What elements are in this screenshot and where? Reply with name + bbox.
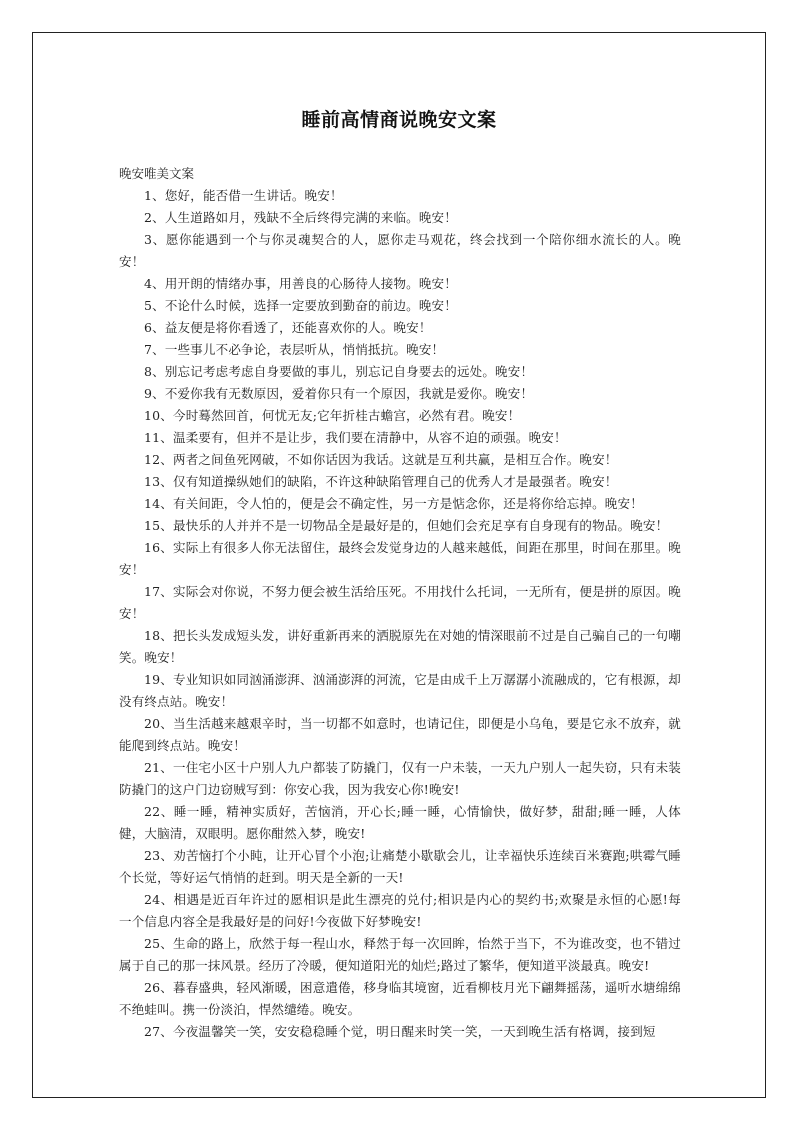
list-item: 10、今时蓦然回首，何忧无友;它年折桂古蟾宫，必然有君。晚安！ xyxy=(144,408,521,423)
list-item: 23、劝苦恼打个小盹，让开心冒个小泡;让痛楚小歇歇会儿，让幸福快乐连续百米赛跑;哄霉气睡个长觉，等好运气悄悄的赶到。明天是全新的一天! xyxy=(119,848,681,885)
list-item: 7、一些事儿不必争论，表层听从，悄悄抵抗。晚安！ xyxy=(144,342,445,357)
list-item: 26、暮春盛典，轻风渐暖，困意遣倦，移身临其境窗，近看柳枝月光下翩舞摇荡，遥听水塘绵绵不绝蛙叫。携一份淡泊，悍然缱绻。晚安。 xyxy=(119,980,682,1017)
list-item: 22、睡一睡，精神实质好，苦恼消，开心长;睡一睡，心情愉快，做好梦，甜甜;睡一睡，人体健，大脑清，双眼明。愿你酣然入梦，晚安! xyxy=(119,804,681,841)
list-item: 14、有关间距，令人怕的，便是会不确定性，另一方是惦念你，还是将你给忘掉。晚安！ xyxy=(144,496,643,511)
document-title: 睡前高情商说晚安文案 xyxy=(301,109,497,131)
list-item: 11、温柔要有，但并不是让步，我们要在清静中，从容不迫的顽强。晚安！ xyxy=(144,430,567,445)
list-item: 9、不爱你我有无数原因，爱着你只有一个原因，我就是爱你。晚安！ xyxy=(144,386,534,401)
list-item: 18、把长头发成短头发，讲好重新再来的洒脱原先在对她的情深眼前不过是自己骗自己的一句嘲笑。晚安！ xyxy=(119,628,682,665)
list-item: 25、生命的路上，欣然于每一程山水，释然于每一次回眸，怡然于当下，不为谁改变，也不错过属于自己的那一抹风景。经历了冷暖，便知道阳光的灿烂;路过了繁华，便知道平淡最真。晚安! xyxy=(119,936,682,973)
list-item: 5、不论什么时候，选择一定要放到勤奋的前边。晚安！ xyxy=(144,298,457,313)
document-page xyxy=(32,32,766,1098)
list-item: 2、人生道路如月，残缺不全后终得完满的来临。晚安！ xyxy=(144,210,457,225)
list-item: 27、今夜温馨笑一笑，安安稳稳睡个觉，明日醒来时笑一笑，一天到晚生活有格调，接到短 xyxy=(144,1024,656,1039)
entry-list xyxy=(33,185,765,1043)
list-item: 24、相遇是近百年许过的愿相识是此生漂亮的兑付;相识是内心的契约书;欢聚是永恒的心愿!每一个信息内容全是我最好是的问好!今夜做下好梦晚安! xyxy=(119,892,681,929)
list-item: 4、用开朗的情绪办事，用善良的心肠待人接物。晚安！ xyxy=(144,276,457,291)
list-item: 21、一住宅小区十户别人九户都装了防撬门，仅有一户未装，一天九户别人一起失窃，只有未装防撬门的这户门边窃贼写到：你安心我，因为我安心你!晚安! xyxy=(119,760,682,797)
list-item: 3、愿你能遇到一个与你灵魂契合的人，愿你走马观花，终会找到一个陪你细水流长的人。晚安！ xyxy=(119,232,681,269)
list-item: 13、仅有知道操纵她们的缺陷，不许这种缺陷管理自己的优秀人才是最强者。晚安！ xyxy=(144,474,618,489)
list-item: 19、专业知识如同汹涌澎湃、汹涌澎湃的河流，它是由成千上万潺潺小流融成的，它有根源，却没有终点站。晚安！ xyxy=(119,672,682,709)
list-item: 12、两者之间鱼死网破，不如你话因为我话。这就是互利共赢，是相互合作。晚安！ xyxy=(144,452,618,467)
list-item: 17、实际会对你说，不努力便会被生活给压死。不用找什么托词，一无所有，便是拼的原因。晚安！ xyxy=(119,584,682,621)
section-heading: 晚安唯美文案 xyxy=(119,166,195,181)
list-item: 1、您好，能否借一生讲话。晚安！ xyxy=(144,188,343,203)
list-item: 8、别忘记考虑考虑自身要做的事儿，别忘记自身要去的远处。晚安！ xyxy=(144,364,534,379)
list-item: 15、最快乐的人并并不是一切物品全是最好是的，但她们会充足享有自身现有的物品。晚安！ xyxy=(144,518,669,533)
list-item: 6、益友便是将你看透了，还能喜欢你的人。晚安！ xyxy=(144,320,432,335)
list-item: 20、当生活越来越艰辛时，当一切都不如意时，也请记住，即便是小乌龟，要是它永不放弃，就能爬到终点站。晚安！ xyxy=(119,716,682,753)
list-item: 16、实际上有很多人你无法留住，最终会发觉身边的人越来越低，间距在那里，时间在那里。晚安！ xyxy=(119,540,682,577)
